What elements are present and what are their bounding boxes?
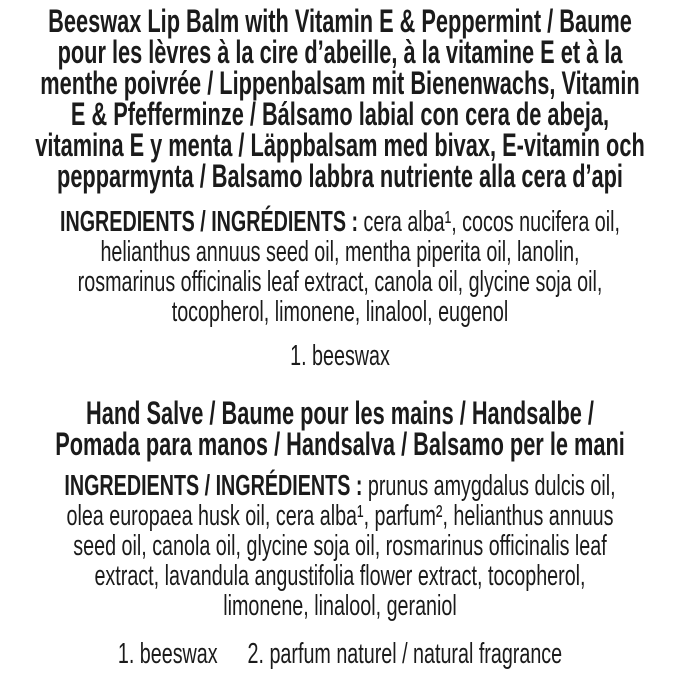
footnote-item: 1. beeswax (289, 340, 390, 372)
hand-salve-footnote-row (0, 639, 679, 669)
lip-balm-ingredients-heading: INGREDIENTS / INGRÉDIENTS : (59, 206, 358, 238)
hand-salve-ingredients-heading: INGREDIENTS / INGRÉDIENTS : (63, 470, 362, 502)
hand-salve-product-title: Hand Salve / Baume pour les mains / Handsalbe / Pomada para manos / Handsalva / Balsamo per le mani (54, 395, 625, 462)
lip-balm-product-title: Beeswax Lip Balm with Vitamin E & Peppermint / Baume pour les lèvres à la cire d’abeille, à la vitamine E et à la menthe poivrée / Lippenbalsam mit Bienenwachs, Vitamin E & Pfefferminze / Bálsamo labial con cera de abeja, vitamina E y menta / Läppbalsam med bivax, E-vitamin och pepparmynta / Balsamo labbra nutriente alla cera d’api (34, 3, 645, 194)
hand-salve-ingredients-paragraph: INGREDIENTS / INGRÉDIENTS : prunus amygdalus dulcis oil, olea europaea husk oil, cera alba¹, parfum², helianthus annuus seed oil, canola oil, glycine soja oil, rosmarinus officinalis leaf extract, lavandula angustifolia flower extract, tocopherol, limonene, linalool, geraniol (63, 470, 616, 622)
footnote-item: 1. beeswax (117, 638, 218, 670)
lip-balm-footnote-row (0, 341, 679, 371)
lip-balm-ingredients-paragraph: INGREDIENTS / INGRÉDIENTS : cera alba¹, cocos nucifera oil, helianthus annuus seed oil, mentha piperita oil, lanolin, rosmarinus officinalis leaf extract, canola oil, glycine soja oil, tocopherol, limonene, linalool, eugenol (59, 206, 620, 328)
footnote-item: 2. parfum naturel / natural fragrance (247, 638, 562, 670)
